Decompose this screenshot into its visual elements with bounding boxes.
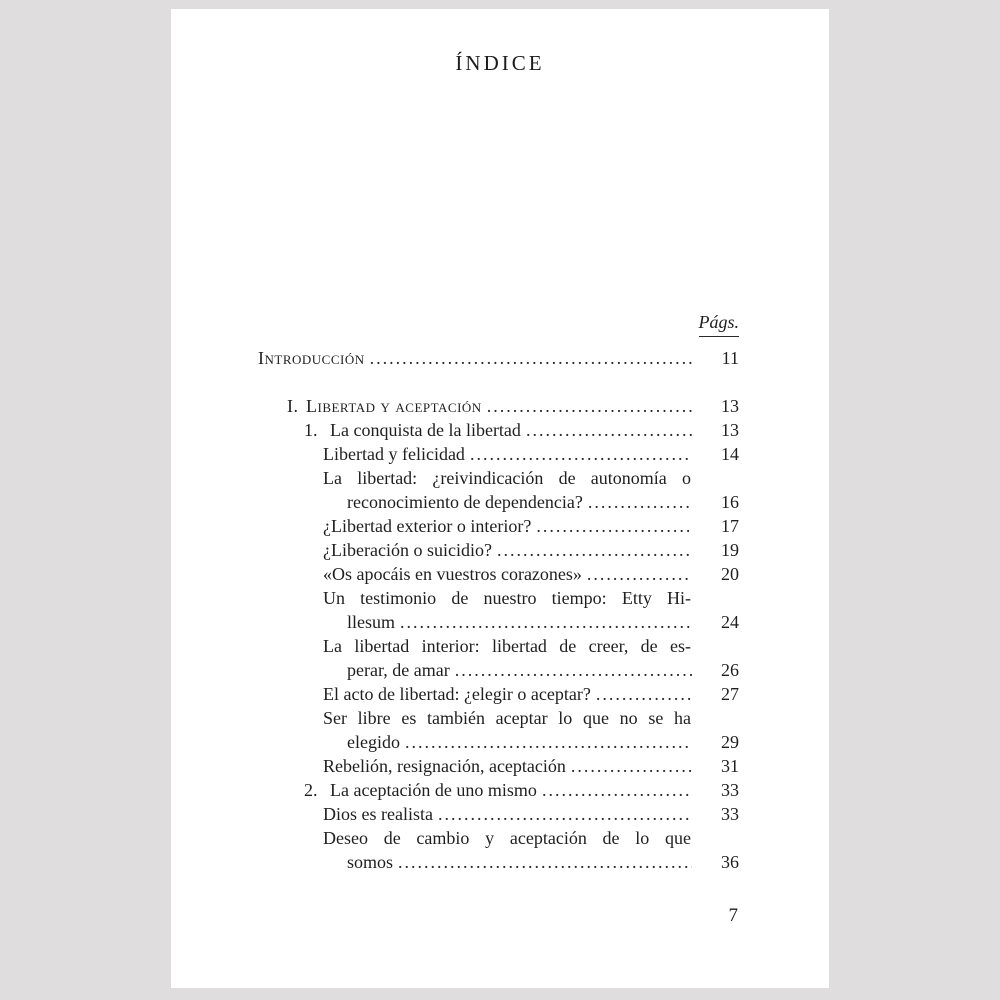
dot-leader <box>438 802 692 826</box>
entry-title: ¿Liberación o suicidio? <box>323 540 492 560</box>
entry-title: Introducción <box>258 348 365 368</box>
pages-column-header-row <box>258 312 739 337</box>
entry-page: 31 <box>721 756 739 776</box>
table-of-contents <box>258 312 739 874</box>
dot-leader <box>571 754 692 778</box>
pages-column-header: Págs. <box>699 312 740 337</box>
entry-number: 1. <box>304 420 318 440</box>
entry-page: 27 <box>721 684 739 704</box>
entry-title: «Os apocáis en vuestros corazones» <box>323 564 582 584</box>
toc-entry <box>258 586 739 610</box>
entry-page: 11 <box>721 348 739 368</box>
entry-title: ¿Libertad exterior o interior? <box>323 516 532 536</box>
dot-leader <box>405 730 692 754</box>
page-number: 7 <box>728 905 738 926</box>
dot-leader <box>588 490 692 514</box>
entry-title: Ser libre es también aceptar lo que no se ha <box>323 708 691 728</box>
entry-page: 13 <box>721 396 739 416</box>
entry-page: 13 <box>721 420 739 440</box>
entry-title: Dios es realista <box>323 804 433 824</box>
entry-title: Deseo de cambio y aceptación de lo que <box>323 828 691 848</box>
dot-leader <box>587 562 692 586</box>
toc-entry <box>258 562 739 586</box>
toc-entry <box>258 442 739 466</box>
entry-title: somos <box>347 852 394 872</box>
dot-leader <box>470 442 692 466</box>
entry-page: 26 <box>721 660 739 680</box>
toc-entry <box>258 538 739 562</box>
dot-leader <box>542 778 692 802</box>
entry-page: 17 <box>721 516 739 536</box>
toc-entry <box>258 802 739 826</box>
toc-entry <box>258 634 739 658</box>
page-title: ÍNDICE <box>455 51 545 75</box>
entry-page: 33 <box>721 780 739 800</box>
dot-leader <box>398 850 692 874</box>
entry-number: I. <box>287 396 299 416</box>
dot-leader <box>596 682 692 706</box>
entry-title: llesum <box>347 612 395 632</box>
toc-entry <box>258 394 739 418</box>
entry-page: 24 <box>721 612 739 632</box>
toc-entry <box>258 754 739 778</box>
dot-leader <box>455 658 692 682</box>
entry-title: reconocimiento de dependencia? <box>347 492 583 512</box>
toc-entry <box>258 850 739 874</box>
entry-title: Un testimonio de nuestro tiempo: Etty Hi- <box>323 588 691 608</box>
toc-entry <box>258 778 739 802</box>
entry-page: 16 <box>721 492 739 512</box>
entry-page: 29 <box>721 732 739 752</box>
entry-title: La libertad: ¿reivindicación de autonomía o <box>323 468 691 488</box>
toc-entry <box>258 826 739 850</box>
toc-entry <box>258 658 739 682</box>
dot-leader <box>497 538 692 562</box>
dot-leader <box>487 394 692 418</box>
entry-title: La libertad interior: libertad de creer, de es- <box>323 636 691 656</box>
dot-leader <box>536 514 692 538</box>
entry-title: Libertad y aceptación <box>306 396 482 416</box>
entry-number: 2. <box>304 780 318 800</box>
toc-entry <box>258 346 739 370</box>
entry-title: Libertad y felicidad <box>323 444 465 464</box>
book-page <box>171 9 829 988</box>
entry-title: perar, de amar <box>347 660 450 680</box>
entry-page: 19 <box>721 540 739 560</box>
toc-entry <box>258 418 739 442</box>
toc-entry <box>258 610 739 634</box>
toc-entry <box>258 514 739 538</box>
entry-page: 33 <box>721 804 739 824</box>
entry-title: Rebelión, resignación, aceptación <box>323 756 566 776</box>
toc-entries <box>258 346 739 874</box>
dot-leader <box>526 418 692 442</box>
entry-page: 14 <box>721 444 739 464</box>
entry-title: La conquista de la libertad <box>330 420 521 440</box>
dot-leader <box>370 346 692 370</box>
entry-page: 36 <box>721 852 739 872</box>
toc-entry <box>258 730 739 754</box>
toc-entry <box>258 706 739 730</box>
toc-entry <box>258 682 739 706</box>
entry-page: 20 <box>721 564 739 584</box>
entry-title: El acto de libertad: ¿elegir o aceptar? <box>323 684 591 704</box>
dot-leader <box>400 610 692 634</box>
toc-entry <box>258 466 739 490</box>
entry-title: La aceptación de uno mismo <box>330 780 537 800</box>
entry-title: elegido <box>347 732 400 752</box>
toc-entry <box>258 490 739 514</box>
